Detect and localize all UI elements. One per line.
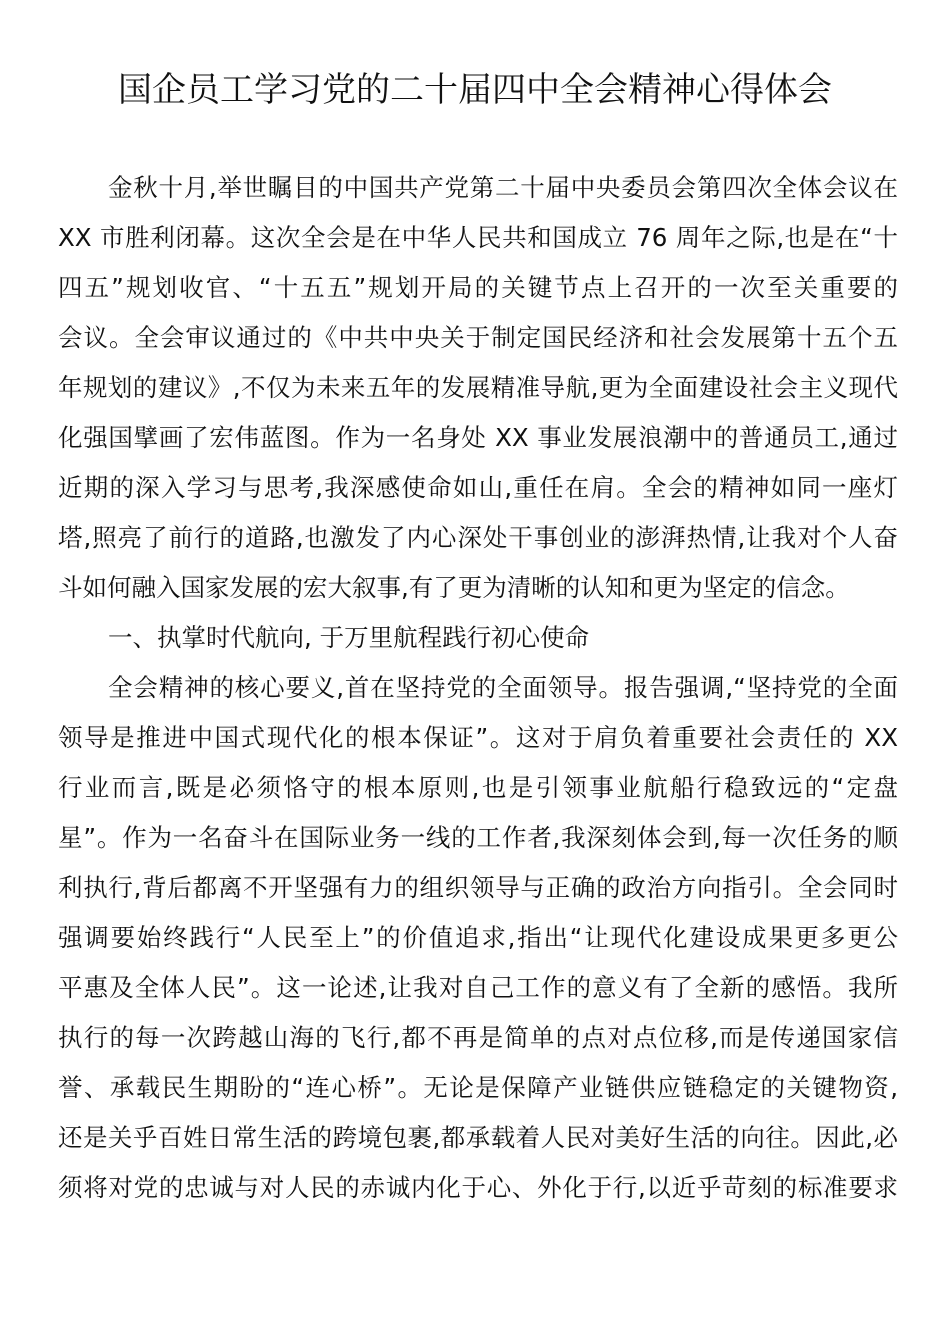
paragraph-line: 近期的深入学习与思考,我深感使命如山,重任在肩。全会的精神如同一座灯 [58, 473, 898, 502]
document-title: 国企员工学习党的二十届四中全会精神心得体会 [118, 70, 832, 110]
paragraph-line: 强调要始终践行“人民至上”的价值追求,指出“让现代化建设成果更多更公 [58, 923, 898, 952]
paragraph-line: 行业而言,既是必须恪守的根本原则,也是引领事业航船行稳致远的“定盘 [58, 773, 898, 802]
paragraph-line: 还是关乎百姓日常生活的跨境包裹,都承载着人民对美好生活的向往。因此,必 [58, 1123, 898, 1152]
paragraph-line: 平惠及全体人民”。这一论述,让我对自己工作的意义有了全新的感悟。我所 [58, 973, 898, 1002]
paragraph-line: 全会精神的核心要义,首在坚持党的全面领导。报告强调,“坚持党的全面 [108, 673, 898, 702]
paragraph-line: 年规划的建议》,不仅为未来五年的发展精准导航,更为全面建设社会主义现代 [58, 373, 898, 402]
paragraph-line: XX 市胜利闭幕。这次全会是在中华人民共和国成立 76 周年之际,也是在“十 [58, 223, 898, 252]
paragraph-line: 塔,照亮了前行的道路,也激发了内心深处干事创业的澎湃热情,让我对个人奋 [58, 523, 898, 552]
paragraph-line: 须将对党的忠诚与对人民的赤诚内化于心、外化于行,以近乎苛刻的标准要求 [58, 1173, 898, 1202]
paragraph-line: 誉、承载民生期盼的“连心桥”。无论是保障产业链供应链稳定的关键物资, [58, 1073, 898, 1102]
paragraph-line: 利执行,背后都离不开坚强有力的组织领导与正确的政治方向指引。全会同时 [58, 873, 898, 902]
paragraph-line: 星”。作为一名奋斗在国际业务一线的工作者,我深刻体会到,每一次任务的顺 [58, 823, 898, 852]
document-body [58, 167, 898, 1217]
paragraph-line: 执行的每一次跨越山海的飞行,都不再是简单的点对点位移,而是传递国家信 [58, 1023, 898, 1052]
paragraph-line: 斗如何融入国家发展的宏大叙事,有了更为清晰的认知和更为坚定的信念。 [58, 573, 850, 602]
section-heading: 一、执掌时代航向, 于万里航程践行初心使命 [108, 623, 590, 652]
paragraph-line: 四五”规划收官、“十五五”规划开局的关键节点上召开的一次至关重要的 [58, 273, 898, 302]
paragraph-line: 金秋十月,举世瞩目的中国共产党第二十届中央委员会第四次全体会议在 [108, 173, 898, 202]
paragraph-line: 化强国擘画了宏伟蓝图。作为一名身处 XX 事业发展浪潮中的普通员工,通过 [58, 423, 898, 452]
paragraph-line: 会议。全会审议通过的《中共中央关于制定国民经济和社会发展第十五个五 [58, 323, 898, 352]
paragraph-line: 领导是推进中国式现代化的根本保证”。这对于肩负着重要社会责任的 XX [58, 723, 898, 752]
